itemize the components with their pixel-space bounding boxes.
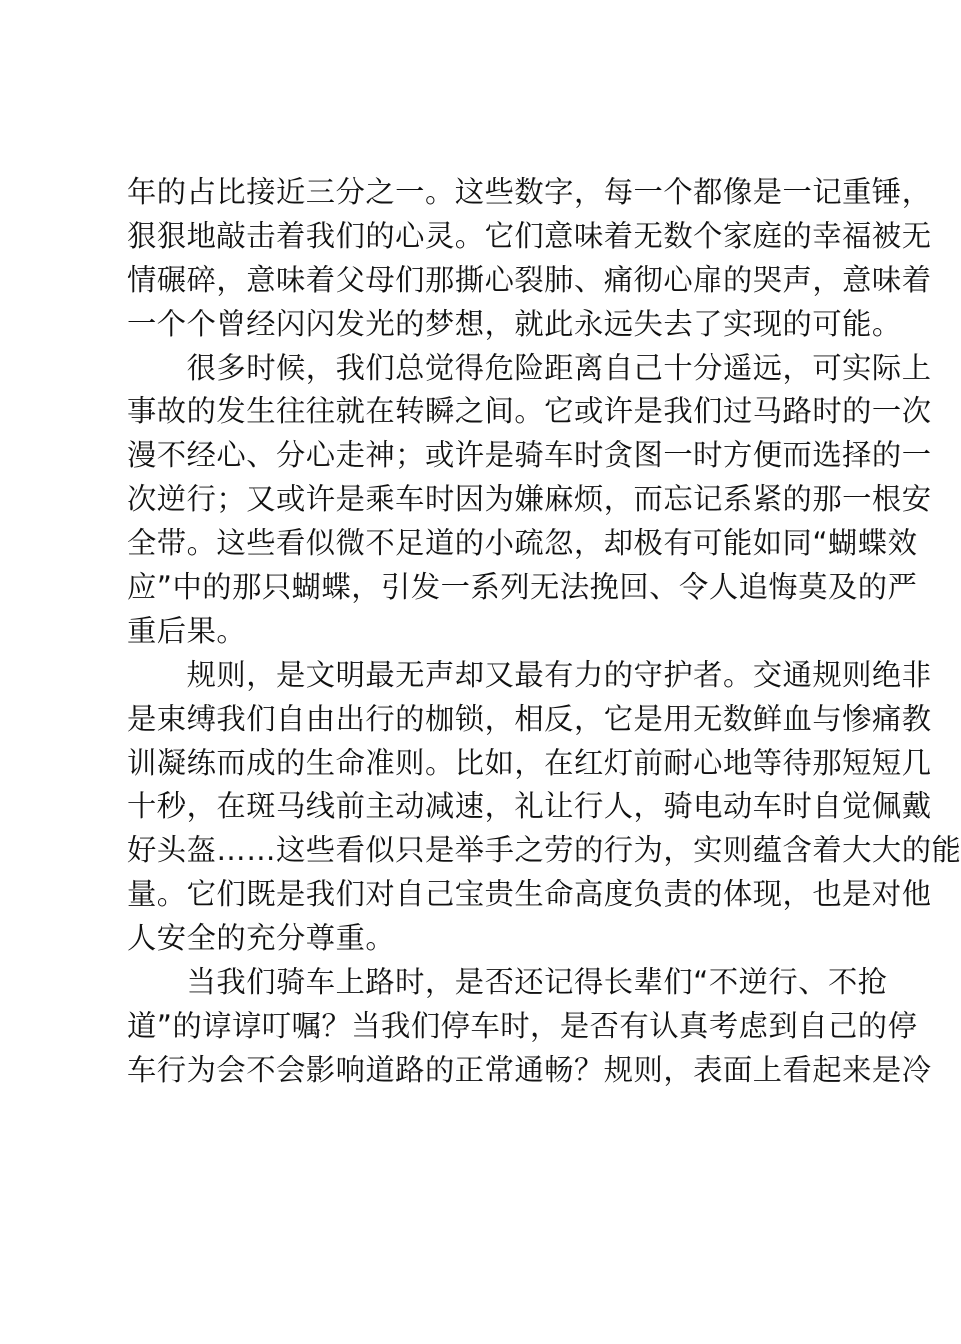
text-line: 规则，是文明最无声却又最有力的守护者。交通规则绝非	[127, 657, 932, 692]
text-line: 道”的谆谆叮嘱？当我们停车时，是否有认真考虑到自己的停	[127, 1008, 918, 1043]
text-line: 人安全的充分尊重。	[127, 921, 396, 956]
paragraph-3	[127, 654, 961, 961]
text-line: 量。它们既是我们对自己宝贵生命高度负责的体现，也是对他	[127, 877, 932, 912]
text-line: 次逆行；又或许是乘车时因为嫌麻烦，而忘记系紧的那一根安	[127, 482, 932, 517]
text-line: 车行为会不会影响道路的正常通畅？规则，表面上看起来是冷	[127, 1052, 932, 1087]
text-line: 应”中的那只蝴蝶，引发一系列无法挽回、令人追悔莫及的严	[127, 570, 918, 605]
paragraph-1	[127, 171, 932, 347]
text-line: 事故的发生往往就在转瞬之间。它或许是我们过马路时的一次	[127, 394, 932, 429]
text-line: 重后果。	[127, 613, 247, 648]
text-line: 狠狠地敲击着我们的心灵。它们意味着无数个家庭的幸福被无	[127, 218, 932, 253]
body-text	[127, 171, 961, 1093]
text-line: 十秒，在斑马线前主动减速，礼让行人，骑电动车时自觉佩戴	[127, 789, 932, 824]
text-line: 是束缚我们自由出行的枷锁，相反，它是用无数鲜血与惨痛教	[127, 701, 932, 736]
text-line: 全带。这些看似微不足道的小疏忽，却极有可能如同“蝴蝶效	[127, 526, 918, 561]
text-line: 训凝练而成的生命准则。比如，在红灯前耐心地等待那短短几	[127, 745, 932, 780]
text-line: 漫不经心、分心走神；或许是骑车时贪图一时方便而选择的一	[127, 438, 932, 473]
text-line: 当我们骑车上路时，是否还记得长辈们“不逆行、不抢	[127, 965, 888, 1000]
text-line: 情碾碎，意味着父母们那撕心裂肺、痛彻心扉的哭声，意味着	[127, 262, 932, 297]
text-line: 很多时候，我们总觉得危险距离自己十分遥远，可实际上	[127, 350, 932, 385]
text-line: 好头盔……这些看似只是举手之劳的行为，实则蕴含着大大的能	[127, 833, 961, 868]
paragraph-2	[127, 347, 932, 654]
text-line: 一个个曾经闪闪发光的梦想，就此永远失去了实现的可能。	[127, 306, 902, 341]
paragraph-4	[127, 961, 932, 1093]
text-line: 年的占比接近三分之一。这些数字，每一个都像是一记重锤，	[127, 175, 932, 209]
